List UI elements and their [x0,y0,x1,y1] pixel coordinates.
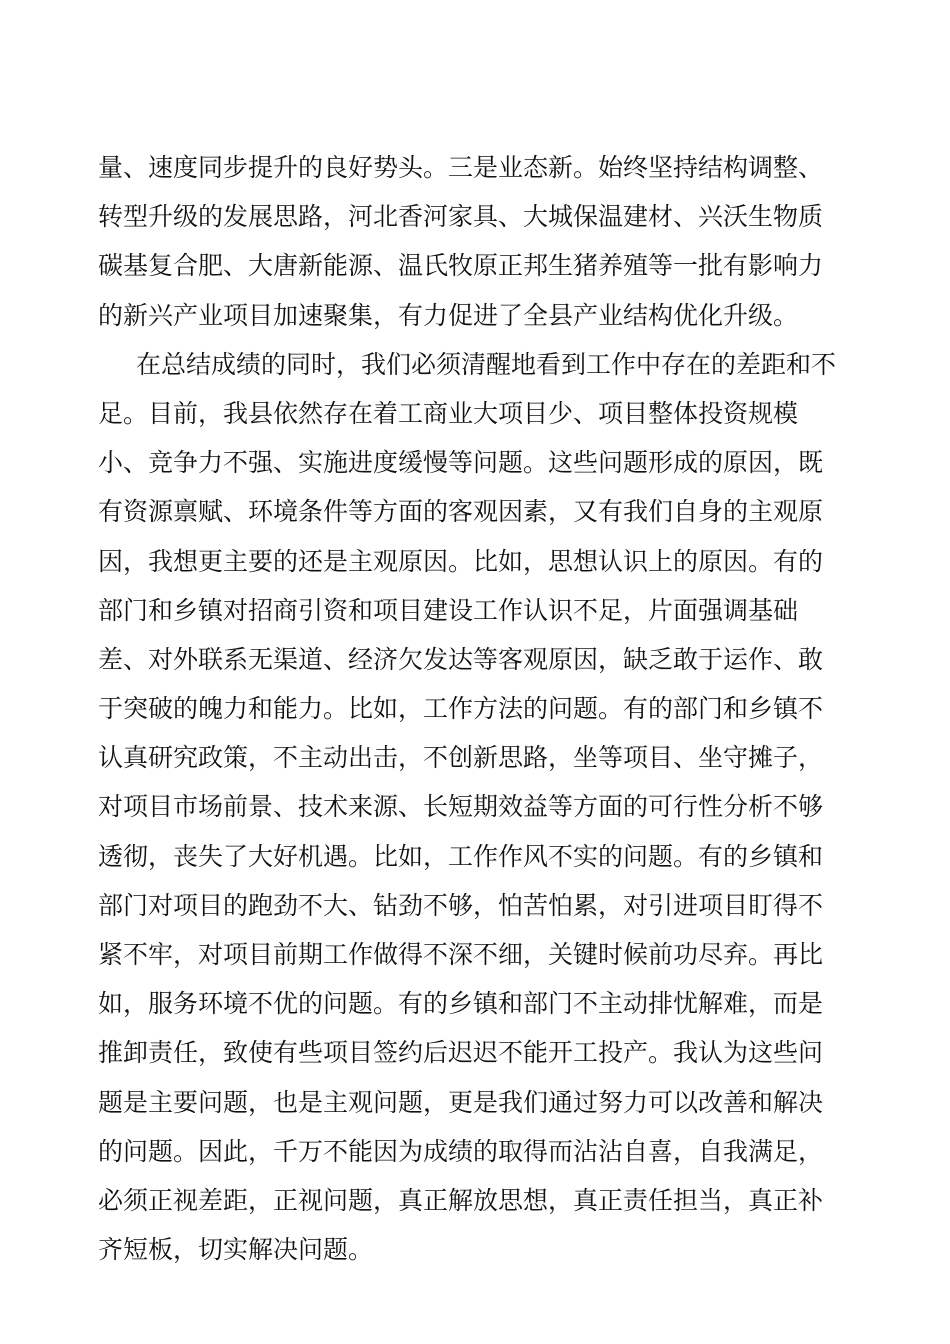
text-line: 量、速度同步提升的良好势头。三是业态新。始终坚持结构调整、 [98,153,824,182]
text-line: 的新兴产业项目加速聚集，有力促进了全县产业结构优化升级。 [98,300,799,330]
text-line: 足。目前，我县依然存在着工商业大项目少、项目整体投资规模 [98,398,799,428]
text-line: 紧不牢，对项目前期工作做得不深不细，关键时候前功尽弃。再比 [98,940,824,969]
text-line: 认真研究政策，不主动出击，不创新思路，坐等项目、坐守摊子， [98,743,824,773]
paragraph-start-line: 在总结成绩的同时，我们必须清醒地看到工作中存在的差距和不 [136,349,837,379]
text-line: 转型升级的发展思路，河北香河家具、大城保温建材、兴沃生物质 [98,202,824,232]
text-line: 推卸责任，致使有些项目签约后迟迟不能开工投产。我认为这些问 [98,1038,824,1068]
body-text [98,143,860,1274]
text-line: 差、对外联系无渠道、经济欠发达等客观原因，缺乏敢于运作、敢 [98,644,824,674]
text-line: 有资源禀赋、环境条件等方面的客观因素，又有我们自身的主观原 [98,497,824,527]
text-line: 部门和乡镇对招商引资和项目建设工作认识不足，片面强调基础 [98,595,799,625]
text-line: 必须正视差距，正视问题，真正解放思想，真正责任担当，真正补 [98,1185,824,1215]
text-line: 因，我想更主要的还是主观原因。比如，思想认识上的原因。有的 [98,546,824,576]
text-line: 小、竞争力不强、实施进度缓慢等问题。这些问题形成的原因，既 [98,448,824,478]
text-line: 透彻，丧失了大好机遇。比如，工作作风不实的问题。有的乡镇和 [98,841,824,871]
text-line: 如，服务环境不优的问题。有的乡镇和部门不主动排忧解难，而是 [98,989,824,1019]
text-line: 于突破的魄力和能力。比如，工作方法的问题。有的部门和乡镇不 [98,694,824,724]
text-line: 题是主要问题，也是主观问题，更是我们通过努力可以改善和解决 [98,1087,824,1117]
text-line: 齐短板，切实解决问题。 [98,1235,374,1265]
text-line: 对项目市场前景、技术来源、长短期效益等方面的可行性分析不够 [98,792,824,822]
text-line: 部门对项目的跑劲不大、钻劲不够，怕苦怕累，对引进项目盯得不 [98,890,824,920]
text-line: 碳基复合肥、大唐新能源、温氏牧原正邦生猪养殖等一批有影响力 [98,251,824,281]
text-line: 的问题。因此，千万不能因为成绩的取得而沾沾自喜，自我满足， [98,1136,824,1166]
